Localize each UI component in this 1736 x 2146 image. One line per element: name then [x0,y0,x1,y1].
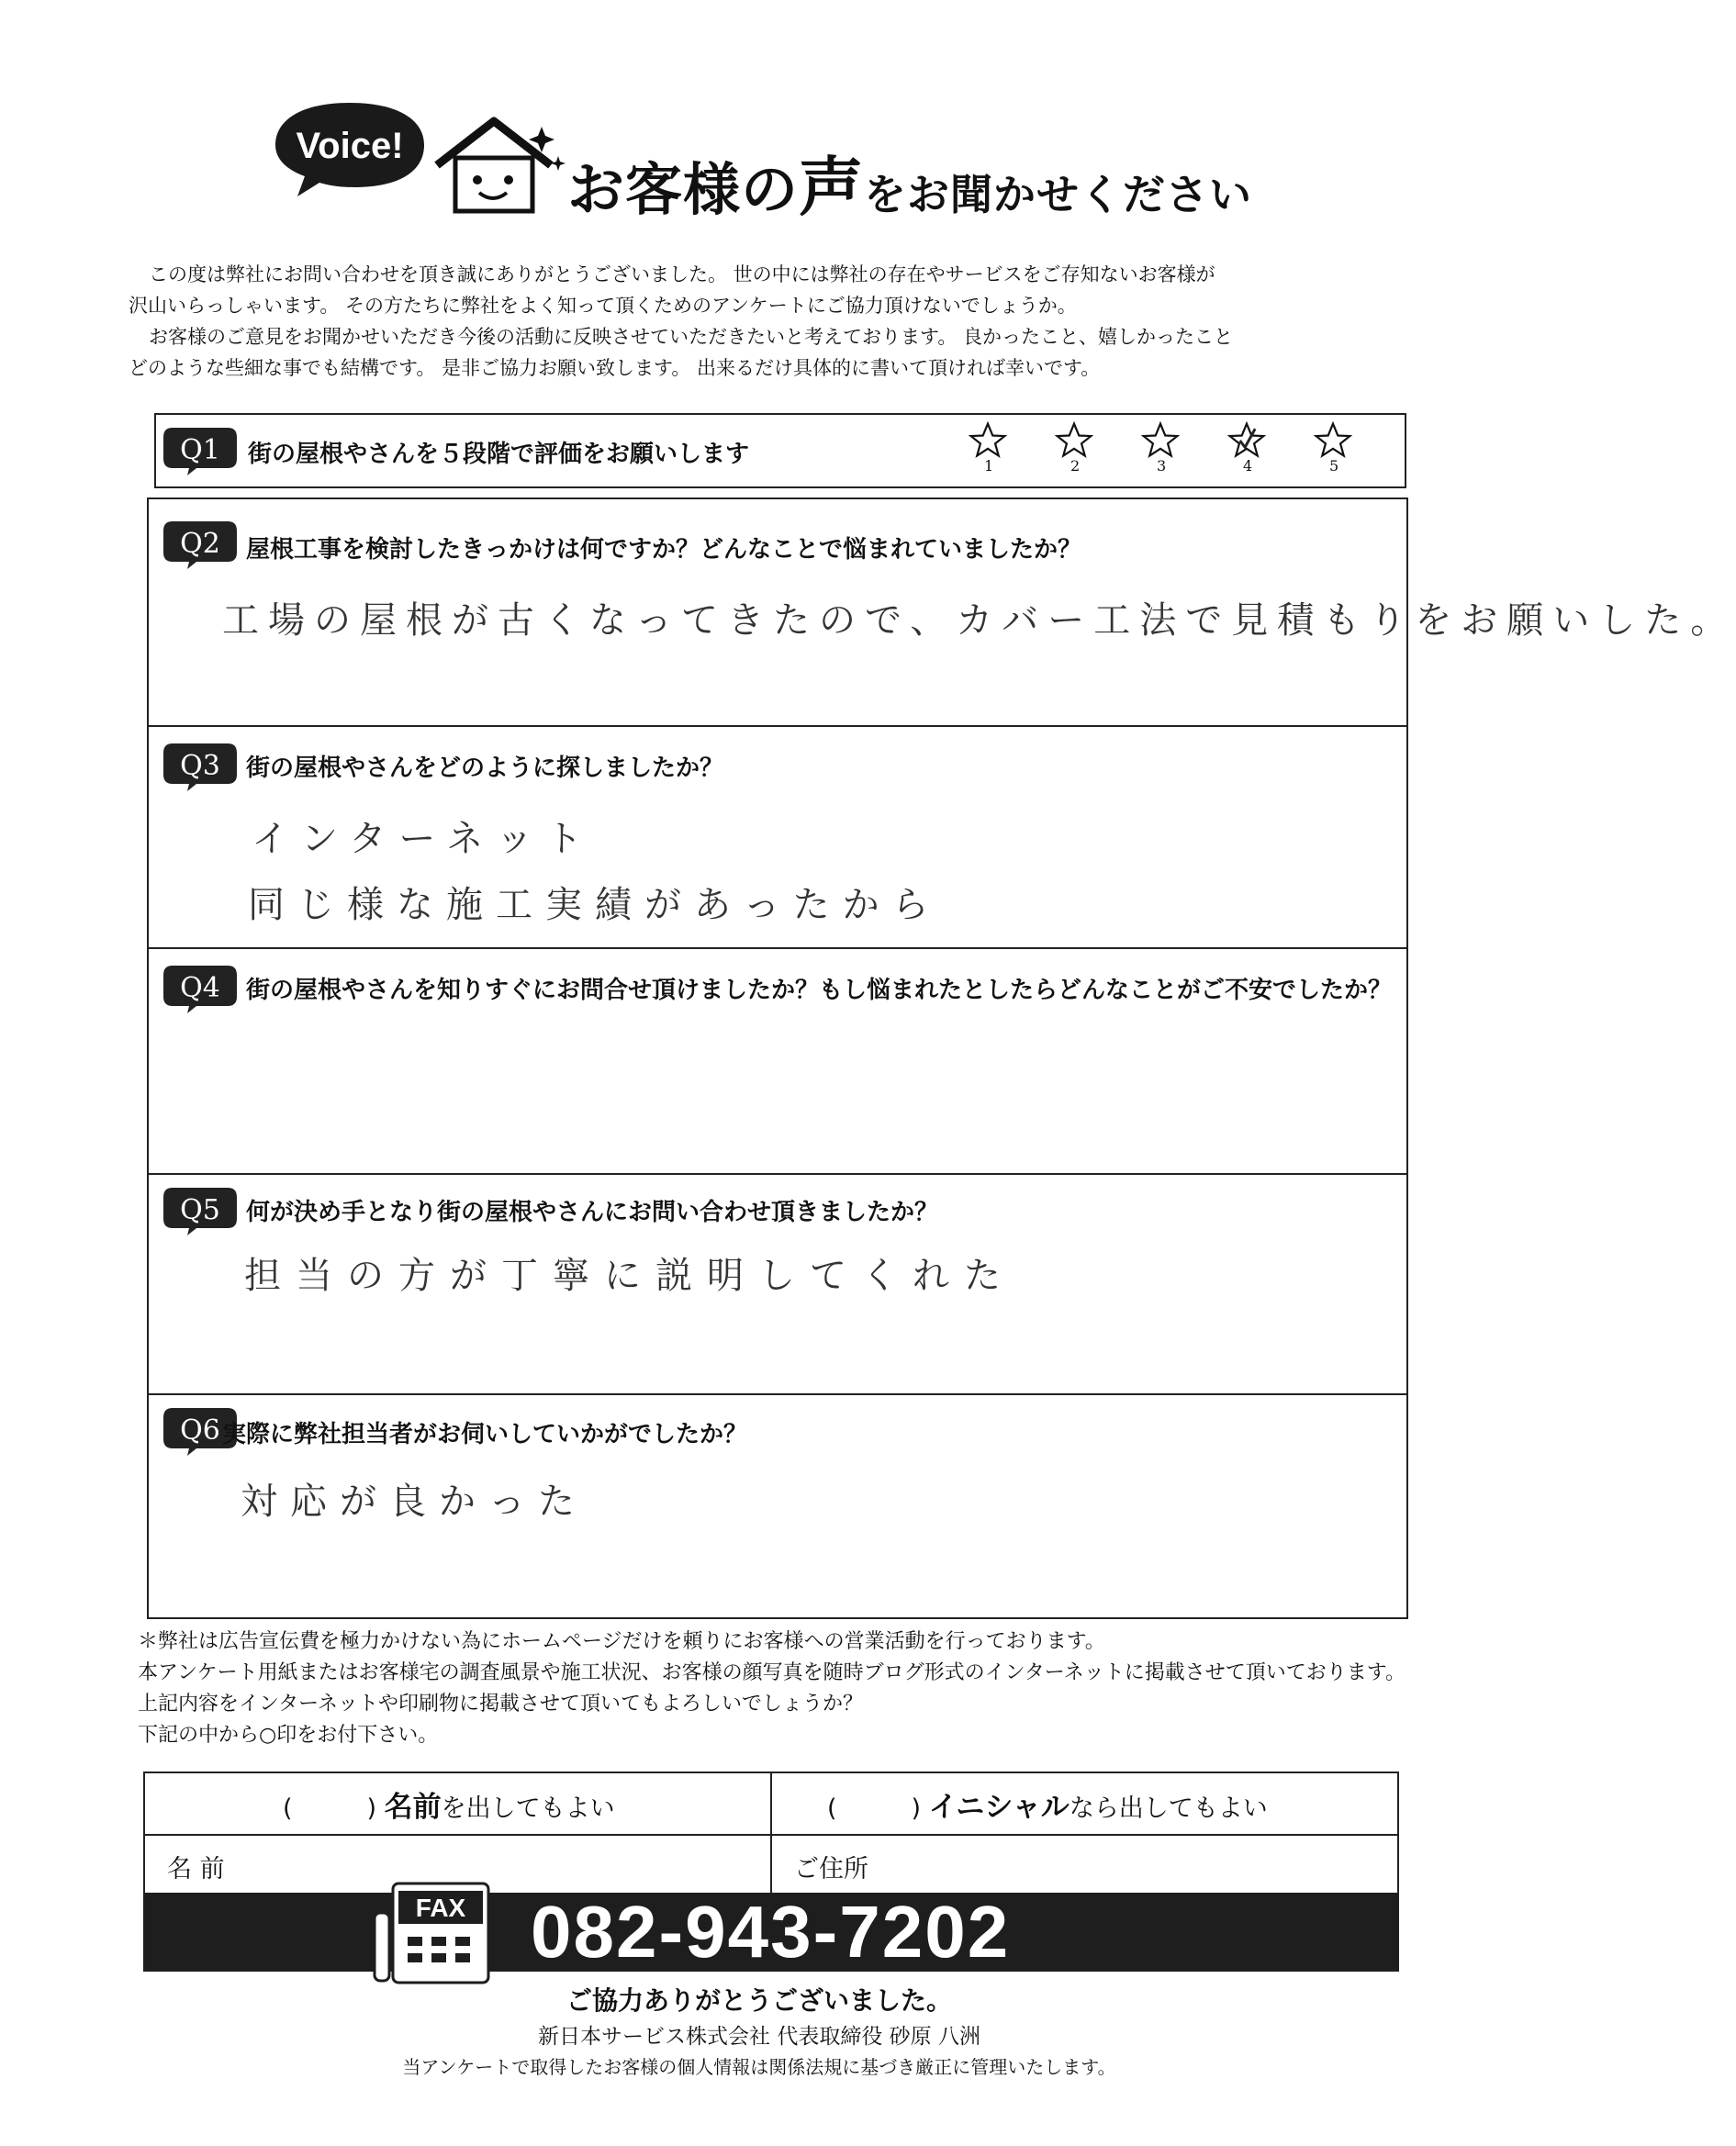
address-label: ご住所 [794,1854,868,1883]
intro-line: お客様のご意見をお聞かせいただき今後の活動に反映させていただきたいと考えております。 良かったこと、嬉しかったこと [149,326,1233,348]
q1-badge [160,424,241,475]
q3-badge [160,740,241,791]
q1-question: 街の屋根やさんを５段階で評価をお願いします [248,441,750,468]
svg-text:Q3: Q3 [180,750,220,782]
q3-answer-line-1: インターネット [252,818,596,860]
rating-star-3[interactable] [1140,420,1186,475]
svg-text:Q1: Q1 [180,434,220,466]
name-label: 名 前 [167,1854,225,1883]
rating-star-4[interactable] [1226,420,1272,475]
star-number: 4 [1243,457,1253,475]
divider [149,947,1406,949]
svg-text:Q4: Q4 [180,972,220,1004]
q6-answer: 対応が良かった [241,1481,588,1523]
option-initial-ok[interactable] [771,1772,1398,1835]
consent-form [143,1772,1399,1898]
q2-badge [160,518,241,569]
questions-box [147,497,1736,1619]
option-1-paren[interactable]: ( ) [283,1794,377,1823]
page-title [567,136,1252,229]
q5-answer: 担当の方が丁寧に説明してくれた [244,1255,1015,1297]
option-1-rest: を出してもよい [441,1794,615,1823]
q2-question: 屋根工事を検討したきっかけは何ですか？どんなことで悩まれていましたか？ [246,536,1082,564]
divider [149,1173,1406,1175]
fax-number: 082-943-7202 [531,1891,1011,1973]
voice-speech-bubble [272,97,428,200]
star-number: 3 [1157,457,1167,475]
q5-badge [160,1184,241,1235]
note-line: 本アンケート用紙またはお客様宅の調査風景や施工状況、お客様の顔写真を随時ブログ形式のインターネットに掲載させて頂いております。 [138,1661,1406,1684]
option-2-rest: なら出してもよい [1069,1794,1268,1823]
fax-machine-icon [371,1876,492,1986]
divider [149,725,1406,727]
q1-box [154,413,1406,488]
svg-text:FAX: FAX [415,1894,466,1922]
intro-line: この度は弊社にお問い合わせを頂き誠にありがとうございました。 世の中には弊社の存在やサービスをご存知ないお客様が [149,263,1215,285]
q3-question: 街の屋根やさんをどのように探しましたか？ [246,754,724,782]
option-2-paren[interactable]: ( ) [827,1794,922,1823]
company-text: 新日本サービス株式会社 代表取締役 砂原 八洲 [538,2025,980,2049]
svg-text:Q2: Q2 [180,528,220,560]
address-field[interactable] [771,1835,1398,1897]
q4-badge [160,962,241,1013]
intro-text [129,259,1452,384]
title-part-3: をお聞かせください [864,170,1253,219]
note-line: 下記の中から○印をお付下さい。 [138,1724,439,1747]
star-number: 5 [1329,457,1339,475]
q6-question: 実際に弊社担当者がお伺いしていかがでしたか？ [222,1421,748,1448]
intro-line: 沢山いらっしゃいます。 その方たちに弊社をよく知って頂くためのアンケートにご協力頂けないでしょうか。 [129,295,1077,317]
thanks-text: ご協力ありがとうございました。 [566,1985,952,2016]
option-2-bold: イニシャル [928,1790,1070,1824]
q4-question: 街の屋根やさんを知りすぐにお問合せ頂けましたか？もし悩まれたとしたらどんなことがご不安でしたか？ [246,977,1393,1004]
privacy-text: 当アンケートで取得したお客様の個人情報は関係法規に基づき厳正に管理いたします。 [402,2056,1116,2078]
rating-star-5[interactable] [1313,420,1359,475]
title-part-1: お客様の [567,156,800,223]
option-name-ok[interactable] [144,1772,771,1835]
option-1-bold: 名前 [384,1790,442,1824]
q2-answer: 工場の屋根が古くなってきたので、カバー工法で見積もりをお願いした。 [222,599,1736,642]
divider [149,1393,1406,1395]
note-line: ＊弊社は広告宣伝費を極力かけない為にホームページだけを頼りにお客様への営業活動を行っております。 [138,1630,1105,1653]
consent-notes [138,1626,1460,1751]
note-line: 上記内容をインターネットや印刷物に掲載させて頂いてもよろしいでしょうか？ [138,1693,864,1716]
title-part-2: 声 [799,150,865,225]
house-smiley-icon [428,110,566,218]
rating-star-1[interactable] [968,420,1014,475]
intro-line: どのような些細な事でも結構です。 是非ご協力お願い致します。 出来るだけ具体的に書いて頂ければ幸いです。 [129,357,1101,379]
q3-answer-line-2: 同じ様な施工実績があったから [248,884,942,926]
q5-question: 何が決め手となり街の屋根やさんにお問い合わせ頂きましたか？ [246,1199,939,1226]
voice-label: Voice! [296,126,404,166]
star-number: 1 [984,457,994,475]
svg-text:Q5: Q5 [180,1194,220,1226]
star-number: 2 [1070,457,1081,475]
svg-text:Q6: Q6 [180,1414,220,1447]
rating-star-2[interactable] [1054,420,1100,475]
